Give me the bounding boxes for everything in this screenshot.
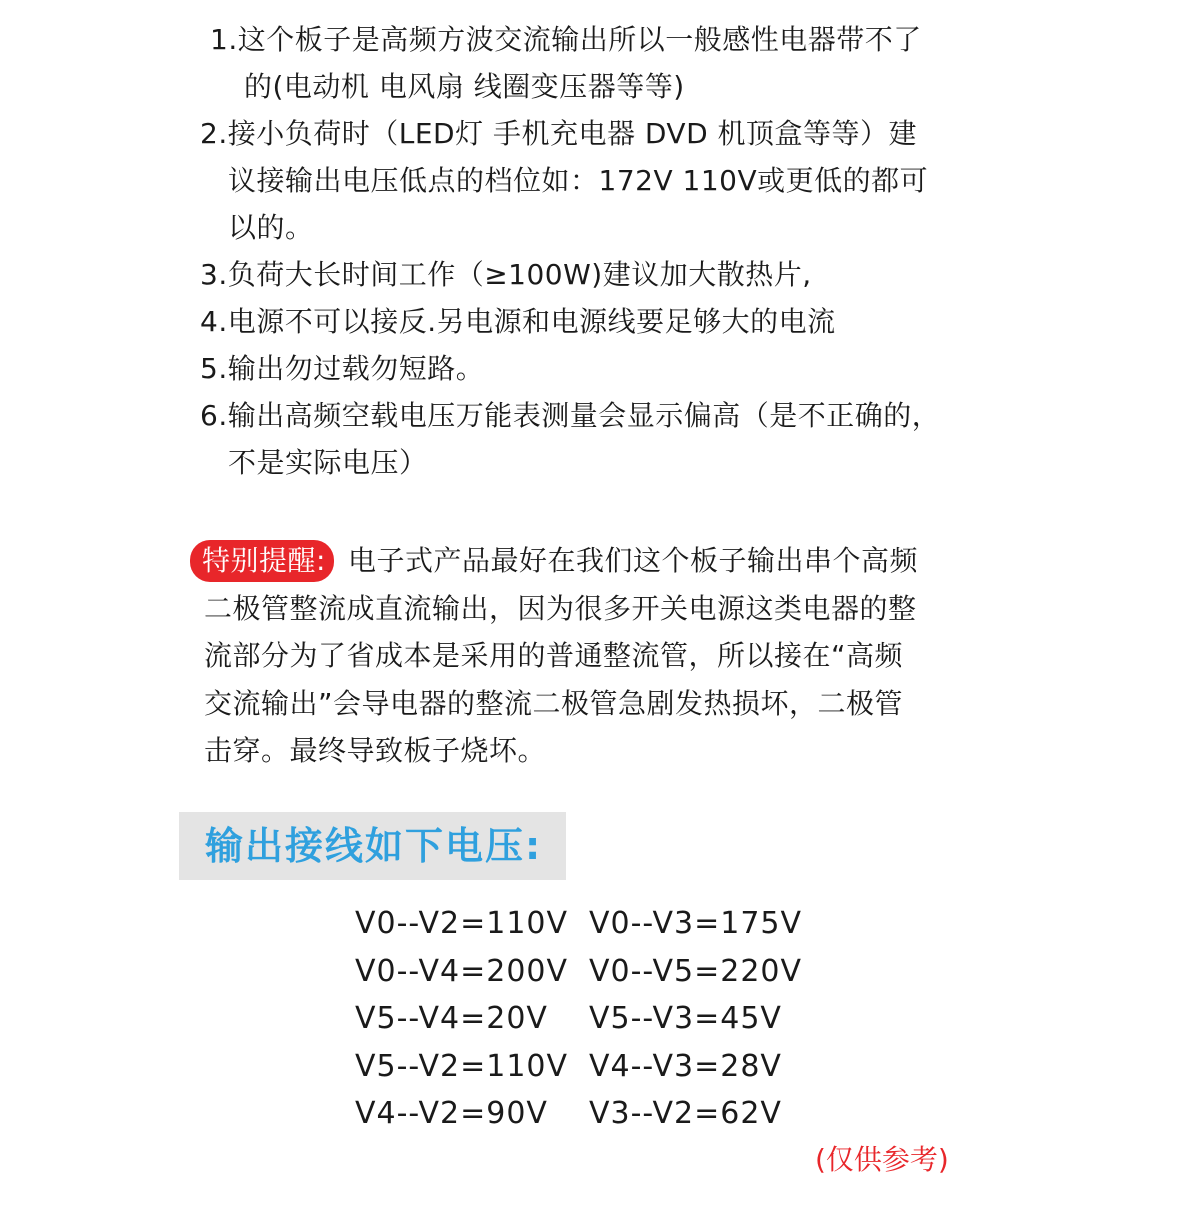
note-6-line-2: 不是实际电压） [228,446,428,479]
usage-notes [200,16,1020,486]
warning-line-1 [190,537,1010,585]
voltage-value: V0--V5=220V [589,953,803,989]
warning-badge: 特别提醒: [190,540,334,582]
note-4 [200,298,1020,345]
voltage-value: V5--V4=20V [355,1001,548,1036]
output-wiring-header [179,812,566,880]
note-2-line-3: 以的。 [228,211,314,244]
warning-line-5: 击穿。最终导致板子烧坏。 [204,734,547,767]
note-4-line-1: 4.电源不可以接反.另电源和电源线要足够大的电流 [200,305,836,338]
warning-line-2: 二极管整流成直流输出，因为很多开关电源这类电器的整 [204,591,917,625]
voltage-value: V5--V3=45V [589,1001,782,1036]
note-1-line-2: 的(电动机 电风扇 线圈变压器等等) [244,70,685,103]
note-3 [200,251,1020,298]
note-2-line-1: 2.接小负荷时（LED灯 手机充电器 DVD 机顶盒等等）建 [200,117,918,150]
voltage-value: V0--V4=200V [355,953,569,989]
warning-line-3: 流部分为了省成本是采用的普通整流管，所以接在“高频 [204,639,904,672]
note-2-line-2: 议接输出电压低点的档位如：172V 110V或更低的都可 [228,164,929,197]
note-5-line-1: 5.输出勿过载勿短路。 [200,352,485,385]
voltage-value: V0--V3=175V [589,906,803,941]
note-5 [200,345,1020,392]
note-6 [200,392,1020,486]
note-1 [200,16,1020,110]
voltage-value: V4--V2=90V [355,1096,548,1131]
note-1-line-1: 1.这个板子是高频方波交流输出所以一般感性电器带不了 [210,23,922,56]
note-2 [200,110,1020,251]
warning-line-1-text: 电子式产品最好在我们这个板子输出串个高频 [347,544,918,577]
note-3-line-1: 3.负荷大长时间工作（≥100W)建议加大散热片, [200,258,812,291]
reference-only-note: (仅供参考) [815,1143,949,1176]
special-warning [190,537,1010,775]
voltage-value: V5--V2=110V [355,1048,569,1084]
voltage-value: V0--V2=110V [355,906,569,941]
voltage-value: V3--V2=62V [589,1096,782,1131]
output-wiring-title: 输出接线如下电压: [205,824,543,868]
voltage-value: V4--V3=28V [589,1048,782,1084]
note-6-line-1: 6.输出高频空载电压万能表测量会显示偏高（是不正确的， [200,399,941,432]
warning-line-4: 交流输出”会导电器的整流二极管急剧发热损坏，二极管 [204,686,904,720]
